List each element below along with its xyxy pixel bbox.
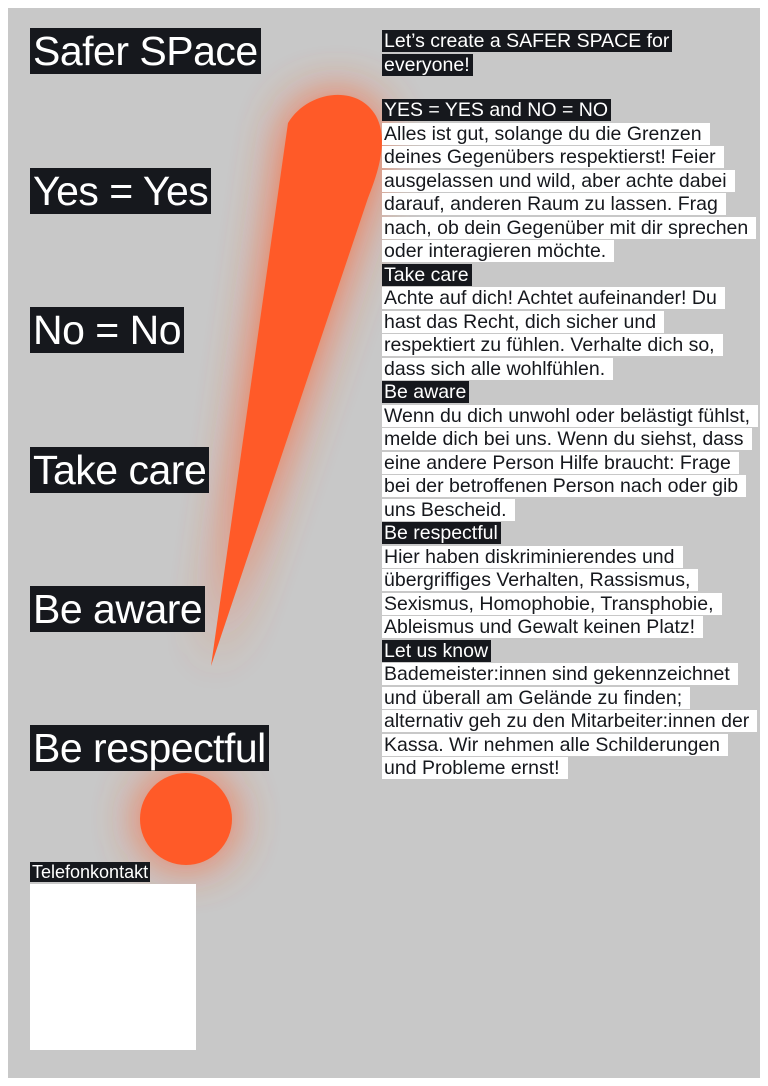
section-yes-no bbox=[382, 99, 752, 264]
contact-box bbox=[30, 884, 196, 1050]
title-heading: Safer SPace bbox=[30, 28, 261, 75]
section-body: Achte auf dich! Achtet aufeinander! Du hast das Recht, dich sicher und respektiert zu fühlen. Verhalte dich so, dass sich alle wohlfühlen. bbox=[382, 287, 752, 381]
heading-take-care: Take care bbox=[30, 447, 209, 494]
section-heading: Be aware bbox=[382, 381, 752, 405]
contact-label: Telefonkontakt bbox=[32, 862, 149, 882]
section-be-respectful bbox=[382, 522, 752, 640]
section-body: Hier haben diskriminierendes und übergriffiges Verhalten, Rassismus, Sexismus, Homophobie, Transphobie, Ableismus und Gewalt keinen Platz! bbox=[382, 546, 752, 640]
heading-no: No = No bbox=[30, 307, 184, 354]
info-column bbox=[382, 30, 752, 781]
heading-be-aware: Be aware bbox=[30, 586, 205, 633]
section-take-care bbox=[382, 264, 752, 382]
section-heading: Be respectful bbox=[382, 522, 752, 546]
exclamation-dot bbox=[140, 773, 232, 865]
heading-be-respectful: Be respectful bbox=[30, 725, 269, 772]
heading-yes: Yes = Yes bbox=[30, 168, 211, 215]
poster bbox=[8, 8, 760, 1078]
section-body: Bademeister:innen sind gekennzeichnet und überall am Gelände zu finden; alternativ geh zu den Mitarbeiter:innen der Kassa. Wir nehmen alle Schilderungen und Probleme ernst! bbox=[382, 663, 752, 781]
section-heading: YES = YES and NO = NO bbox=[382, 99, 752, 123]
section-be-aware bbox=[382, 381, 752, 522]
section-body: Wenn du dich unwohl oder belästigt fühlst, melde dich bei uns. Wenn du siehst, dass eine andere Person Hilfe braucht: Frage bei der betroffenen Person nach oder gib uns Bescheid. bbox=[382, 405, 752, 523]
intro-text: Let’s create a SAFER SPACE for everyone! bbox=[382, 30, 752, 77]
section-let-us-know bbox=[382, 640, 752, 781]
section-body: Alles ist gut, solange du die Grenzen deines Gegenübers respektierst! Feier ausgelassen und wild, aber achte dabei darauf, anderen Raum zu lassen. Frag nach, ob dein Gegenüber mit dir sprechen oder interagieren möchte. bbox=[382, 123, 752, 264]
section-heading: Let us know bbox=[382, 640, 752, 664]
section-heading: Take care bbox=[382, 264, 752, 288]
exclamation-stroke bbox=[211, 95, 382, 666]
